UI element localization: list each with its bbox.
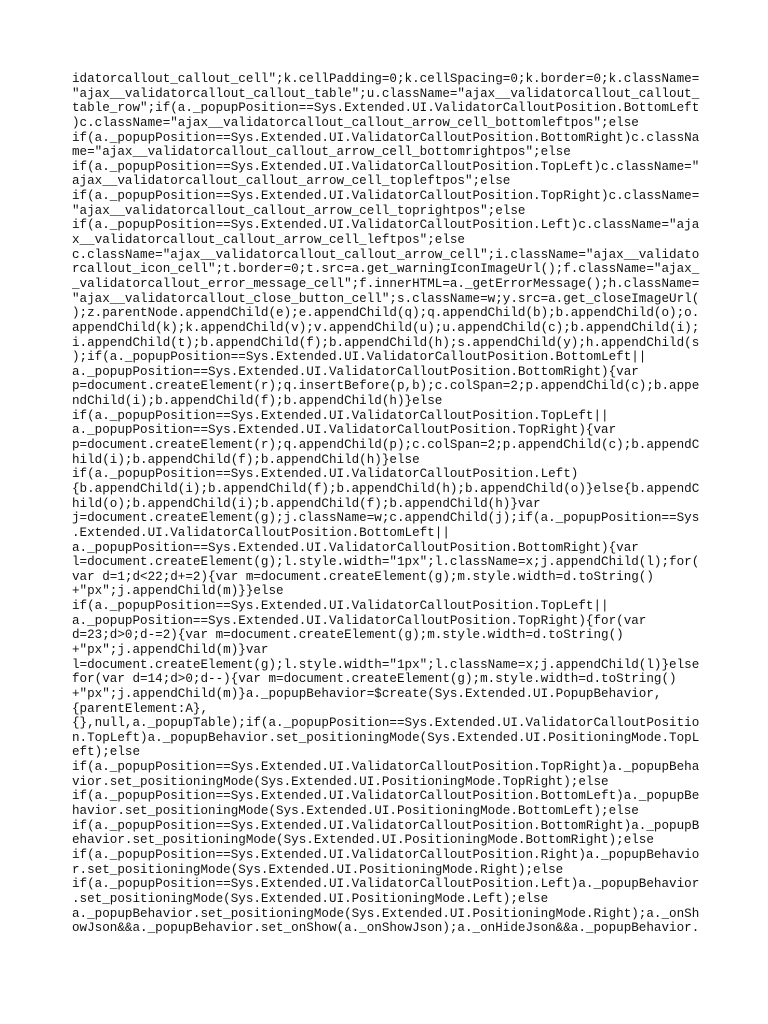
code-line: havior.set_positioningMode(Sys.Extended.UI.PositioningMode.BottomLeft);else bbox=[72, 804, 639, 819]
code-line: n.TopLeft)a._popupBehavior.set_positioningMode(Sys.Extended.UI.PositioningMode.TopL bbox=[72, 730, 700, 745]
code-line: +"px";j.appendChild(m)}a._popupBehavior=$create(Sys.Extended.UI.PopupBehavior, bbox=[72, 686, 662, 701]
code-line: c.className="ajax__validatorcallout_callout_arrow_cell";i.className="ajax__validato bbox=[72, 247, 700, 262]
code-line: );z.parentNode.appendChild(e);e.appendChild(q);q.appendChild(b);b.appendChild(o);o. bbox=[72, 306, 700, 321]
code-line: r.set_positioningMode(Sys.Extended.UI.PositioningMode.Right);else bbox=[72, 862, 564, 877]
code-line: a._popupBehavior.set_positioningMode(Sys.Extended.UI.PositioningMode.Right);a._onSh bbox=[72, 906, 700, 921]
code-line: owJson&&a._popupBehavior.set_onShow(a._onShowJson);a._onHideJson&&a._popupBehavior. bbox=[72, 921, 700, 936]
code-line: if(a._popupPosition==Sys.Extended.UI.ValidatorCalloutPosition.BottomRight)a._popupB bbox=[72, 818, 700, 833]
code-line: rcallout_icon_cell";t.border=0;t.src=a.get_warningIconImageUrl();f.className="ajax_ bbox=[72, 262, 700, 277]
code-line: if(a._popupPosition==Sys.Extended.UI.ValidatorCalloutPosition.Left) bbox=[72, 467, 579, 482]
code-line: if(a._popupPosition==Sys.Extended.UI.ValidatorCalloutPosition.TopRight)c.className= bbox=[72, 189, 700, 204]
code-line: )c.className="ajax__validatorcallout_callout_arrow_cell_bottomleftpos";else bbox=[72, 115, 639, 130]
code-line: +"px";j.appendChild(m)}var bbox=[72, 642, 269, 657]
code-line: p=document.createElement(r);q.insertBefore(p,b);c.colSpan=2;p.appendChild(c);b.appe bbox=[72, 379, 700, 394]
code-line: if(a._popupPosition==Sys.Extended.UI.ValidatorCalloutPosition.Right)a._popupBehavio bbox=[72, 847, 700, 862]
code-line: ndChild(i);b.appendChild(f);b.appendChild(h)}else bbox=[72, 394, 443, 409]
code-line: hild(i);b.appendChild(f);b.appendChild(h)}else bbox=[72, 452, 420, 467]
code-line: d=23;d>0;d-=2){var m=document.createElement(g);m.style.width=d.toString() bbox=[72, 628, 624, 643]
code-line: a._popupPosition==Sys.Extended.UI.ValidatorCalloutPosition.BottomRight){var bbox=[72, 364, 639, 379]
code-line: {},null,a._popupTable);if(a._popupPosition==Sys.Extended.UI.ValidatorCalloutPositio bbox=[72, 716, 700, 731]
code-line: if(a._popupPosition==Sys.Extended.UI.ValidatorCalloutPosition.Left)c.className="aja bbox=[72, 218, 700, 233]
code-line: .Extended.UI.ValidatorCalloutPosition.BottomLeft|| bbox=[72, 525, 450, 540]
code-line: if(a._popupPosition==Sys.Extended.UI.ValidatorCalloutPosition.TopLeft)c.className=" bbox=[72, 159, 700, 174]
code-line: i.appendChild(t);b.appendChild(f);b.appendChild(h);s.appendChild(y);h.appendChild(s bbox=[72, 335, 700, 350]
code-line: vior.set_positioningMode(Sys.Extended.UI.PositioningMode.TopRight);else bbox=[72, 774, 609, 789]
code-line: ehavior.set_positioningMode(Sys.Extended.UI.PositioningMode.BottomRight);else bbox=[72, 833, 654, 848]
code-line: {parentElement:A}, bbox=[72, 701, 209, 716]
code-line: var d=1;d<22;d+=2){var m=document.createElement(g);m.style.width=d.toString() bbox=[72, 569, 654, 584]
code-line: eft);else bbox=[72, 745, 141, 760]
code-line: table_row";if(a._popupPosition==Sys.Extended.UI.ValidatorCalloutPosition.BottomLeft bbox=[72, 101, 700, 116]
code-line: if(a._popupPosition==Sys.Extended.UI.ValidatorCalloutPosition.BottomRight)c.classNa bbox=[72, 130, 700, 145]
code-line: me="ajax__validatorcallout_callout_arrow_cell_bottomrightpos";else bbox=[72, 145, 571, 160]
code-line: if(a._popupPosition==Sys.Extended.UI.ValidatorCalloutPosition.TopRight)a._popupBeha bbox=[72, 760, 700, 775]
code-line: "ajax__validatorcallout_close_button_cell";s.className=w;y.src=a.get_closeImageUrl( bbox=[72, 291, 700, 306]
code-line: "ajax__validatorcallout_callout_arrow_cell_toprightpos";else bbox=[72, 203, 526, 218]
code-line: p=document.createElement(r);q.appendChild(p);c.colSpan=2;p.appendChild(c);b.appendC bbox=[72, 438, 700, 453]
code-line: {b.appendChild(i);b.appendChild(f);b.appendChild(h);b.appendChild(o)}else{b.appendC bbox=[72, 481, 700, 496]
code-line: a._popupPosition==Sys.Extended.UI.ValidatorCalloutPosition.BottomRight){var bbox=[72, 540, 639, 555]
code-line: hild(o);b.appendChild(i);b.appendChild(f);b.appendChild(h)}var bbox=[72, 496, 541, 511]
code-line: if(a._popupPosition==Sys.Extended.UI.ValidatorCalloutPosition.TopLeft|| bbox=[72, 408, 609, 423]
code-line: .set_positioningMode(Sys.Extended.UI.PositioningMode.Left);else bbox=[72, 891, 549, 906]
code-line: ajax__validatorcallout_callout_arrow_cell_topleftpos";else bbox=[72, 174, 511, 189]
code-line: +"px";j.appendChild(m)}}else bbox=[72, 584, 284, 599]
code-page bbox=[72, 72, 702, 936]
code-line: l=document.createElement(g);l.style.width="1px";l.className=x;j.appendChild(l);for( bbox=[72, 555, 700, 570]
code-line: if(a._popupPosition==Sys.Extended.UI.ValidatorCalloutPosition.BottomLeft)a._popupBe bbox=[72, 789, 700, 804]
code-line: appendChild(k);k.appendChild(v);v.appendChild(u);u.appendChild(c);b.appendChild(i); bbox=[72, 320, 700, 335]
code-line: x__validatorcallout_callout_arrow_cell_leftpos";else bbox=[72, 233, 465, 248]
code-line: if(a._popupPosition==Sys.Extended.UI.ValidatorCalloutPosition.TopLeft|| bbox=[72, 599, 609, 614]
code-line: _validatorcallout_error_message_cell";f.innerHTML=a._getErrorMessage();h.className= bbox=[72, 276, 700, 291]
code-line: if(a._popupPosition==Sys.Extended.UI.ValidatorCalloutPosition.Left)a._popupBehavior bbox=[72, 877, 700, 892]
code-line: l=document.createElement(g);l.style.width="1px";l.className=x;j.appendChild(l)}else bbox=[72, 657, 700, 672]
code-line: idatorcallout_callout_cell";k.cellPadding=0;k.cellSpacing=0;k.border=0;k.className= bbox=[72, 72, 700, 86]
code-line: "ajax__validatorcallout_callout_table";u.className="ajax__validatorcallout_callout_ bbox=[72, 86, 700, 101]
code-line: for(var d=14;d>0;d--){var m=document.createElement(g);m.style.width=d.toString() bbox=[72, 672, 677, 687]
code-line: j=document.createElement(g);j.className=w;c.appendChild(j);if(a._popupPosition==Sys bbox=[72, 511, 700, 526]
code-line: a._popupPosition==Sys.Extended.UI.ValidatorCalloutPosition.TopRight){for(var bbox=[72, 613, 647, 628]
code-line: );if(a._popupPosition==Sys.Extended.UI.ValidatorCalloutPosition.BottomLeft|| bbox=[72, 350, 647, 365]
code-line: a._popupPosition==Sys.Extended.UI.ValidatorCalloutPosition.TopRight){var bbox=[72, 423, 617, 438]
